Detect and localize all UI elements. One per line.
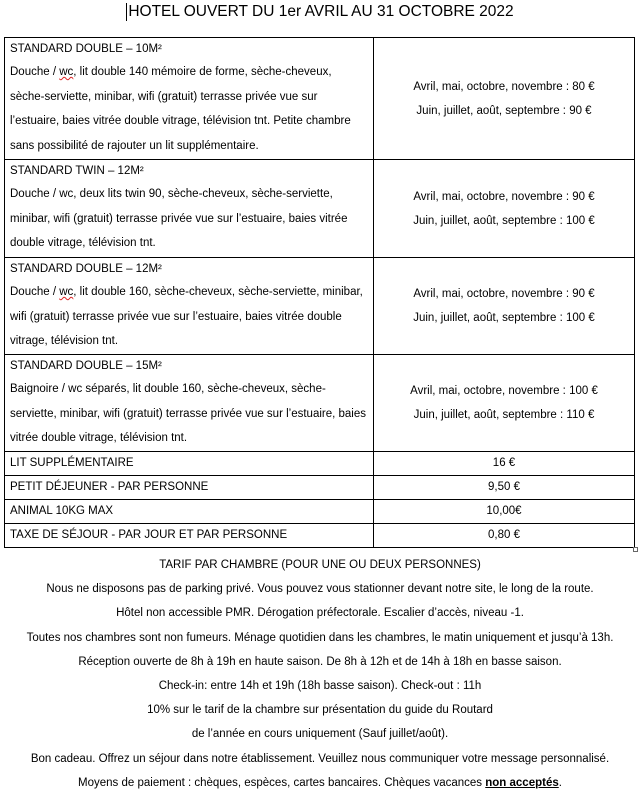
- extra-label: ANIMAL 10KG MAX: [5, 500, 374, 524]
- extra-label: LIT SUPPLÉMENTAIRE: [5, 452, 374, 476]
- table-resize-handle[interactable]: [633, 547, 638, 552]
- payment-emphasis: non acceptés: [485, 776, 559, 789]
- price-high-season: Juin, juillet, août, septembre : 100 €: [413, 312, 595, 324]
- price-high-season: Juin, juillet, août, septembre : 110 €: [413, 409, 595, 421]
- note-line: Bon cadeau. Offrez un séjour dans notre établissement. Veuillez nous communiquer votre message personnalisé.: [30, 752, 610, 765]
- price-cell: [374, 160, 635, 258]
- extra-value: 16 €: [374, 452, 635, 476]
- extra-value: 9,50 €: [374, 476, 635, 500]
- page-title-text: HOTEL OUVERT DU 1er AVRIL AU 31 OCTOBRE 2022: [128, 3, 514, 20]
- room-description: Douche / wc, deux lits twin 90, sèche-cheveux, sèche-serviette, minibar, wifi (gratuit) terrasse privée vue sur l’estuaire, baies vitrée double vitrage, télévision tnt.: [10, 188, 348, 249]
- price-cell: [374, 355, 635, 452]
- room-cell: [5, 160, 374, 258]
- room-name: STANDARD DOUBLE – 15M²: [10, 360, 162, 372]
- payment-line: Moyens de paiement : chèques, espèces, cartes bancaires. Chèques vacances non acceptés.: [78, 776, 562, 789]
- table-row: [5, 524, 635, 548]
- note-line: Check-in: entre 14h et 19h (18h basse saison). Check-out : 11h: [158, 680, 482, 693]
- price-cell: [374, 38, 635, 160]
- room-name: STANDARD DOUBLE – 12M²: [10, 263, 162, 275]
- note-line: de l’année en cours uniquement (Sauf juillet/août).: [191, 728, 449, 741]
- extra-label: TAXE DE SÉJOUR - PAR JOUR ET PAR PERSONNE: [5, 524, 374, 548]
- note-line: Hôtel non accessible PMR. Dérogation préfectorale. Escalier d’accès, niveau -1.: [116, 607, 524, 620]
- table-row: [5, 38, 635, 160]
- room-description: Douche / wc, lit double 160, sèche-cheveux, sèche-serviette, minibar, wifi (gratuit) terrasse privée vue sur l’estuaire, baies vitrée double vitrage, télévision tnt.: [10, 286, 363, 347]
- table-row: [5, 258, 635, 355]
- note-line: 10% sur le tarif de la chambre sur présentation du guide du Routard: [147, 704, 493, 717]
- room-name: STANDARD DOUBLE – 10M²: [10, 43, 162, 55]
- note-line: Nous ne disposons pas de parking privé. Vous pouvez vous stationner devant notre site, le long de la route.: [46, 583, 594, 596]
- room-name: STANDARD TWIN – 12M²: [10, 165, 144, 177]
- price-low-season: Avril, mai, octobre, novembre : 90 €: [413, 190, 595, 203]
- rates-table: [4, 37, 635, 548]
- room-cell: [5, 355, 374, 452]
- extra-value: 0,80 €: [374, 524, 635, 548]
- table-row: [5, 476, 635, 500]
- price-low-season: Avril, mai, octobre, novembre : 80 €: [413, 80, 595, 93]
- table-row: [5, 500, 635, 524]
- room-description: Baignoire / wc séparés, lit double 160, sèche-cheveux, sèche-serviette, minibar, wifi (gratuit) terrasse privée vue sur l’estuaire, baies vitrée double vitrage, télévision tnt.: [10, 383, 367, 444]
- page-title: [0, 0, 640, 28]
- price-low-season: Avril, mai, octobre, novembre : 90 €: [413, 288, 595, 300]
- price-high-season: Juin, juillet, août, septembre : 90 €: [416, 104, 592, 117]
- table-row: [5, 160, 635, 258]
- table-row: [5, 452, 635, 476]
- note-line: TARIF PAR CHAMBRE (POUR UNE OU DEUX PERSONNES): [159, 559, 481, 571]
- price-high-season: Juin, juillet, août, septembre : 100 €: [413, 214, 595, 227]
- room-cell: [5, 38, 374, 160]
- room-cell: [5, 258, 374, 355]
- room-description: Douche / wc, lit double 140 mémoire de forme, sèche-cheveux, sèche-serviette, minibar, wifi (gratuit) terrasse privée vue sur l’estuaire, baies vitrée double vitrage, télévision tnt. Petite chambre sans possibilité de rajouter un lit supplémentaire.: [10, 66, 351, 152]
- price-cell: [374, 258, 635, 355]
- price-low-season: Avril, mai, octobre, novembre : 100 €: [410, 385, 598, 397]
- note-line: Réception ouverte de 8h à 19h en haute saison. De 8h à 12h et de 14h à 18h en basse saison.: [78, 655, 562, 668]
- extra-label: PETIT DÉJEUNER - PAR PERSONNE: [5, 476, 374, 500]
- note-line: Toutes nos chambres sont non fumeurs. Ménage quotidien dans les chambres, le matin uniquement et jusqu’à 13h.: [26, 631, 614, 644]
- extra-value: 10,00€: [374, 500, 635, 524]
- table-row: [5, 355, 635, 452]
- notes-section: [0, 553, 640, 795]
